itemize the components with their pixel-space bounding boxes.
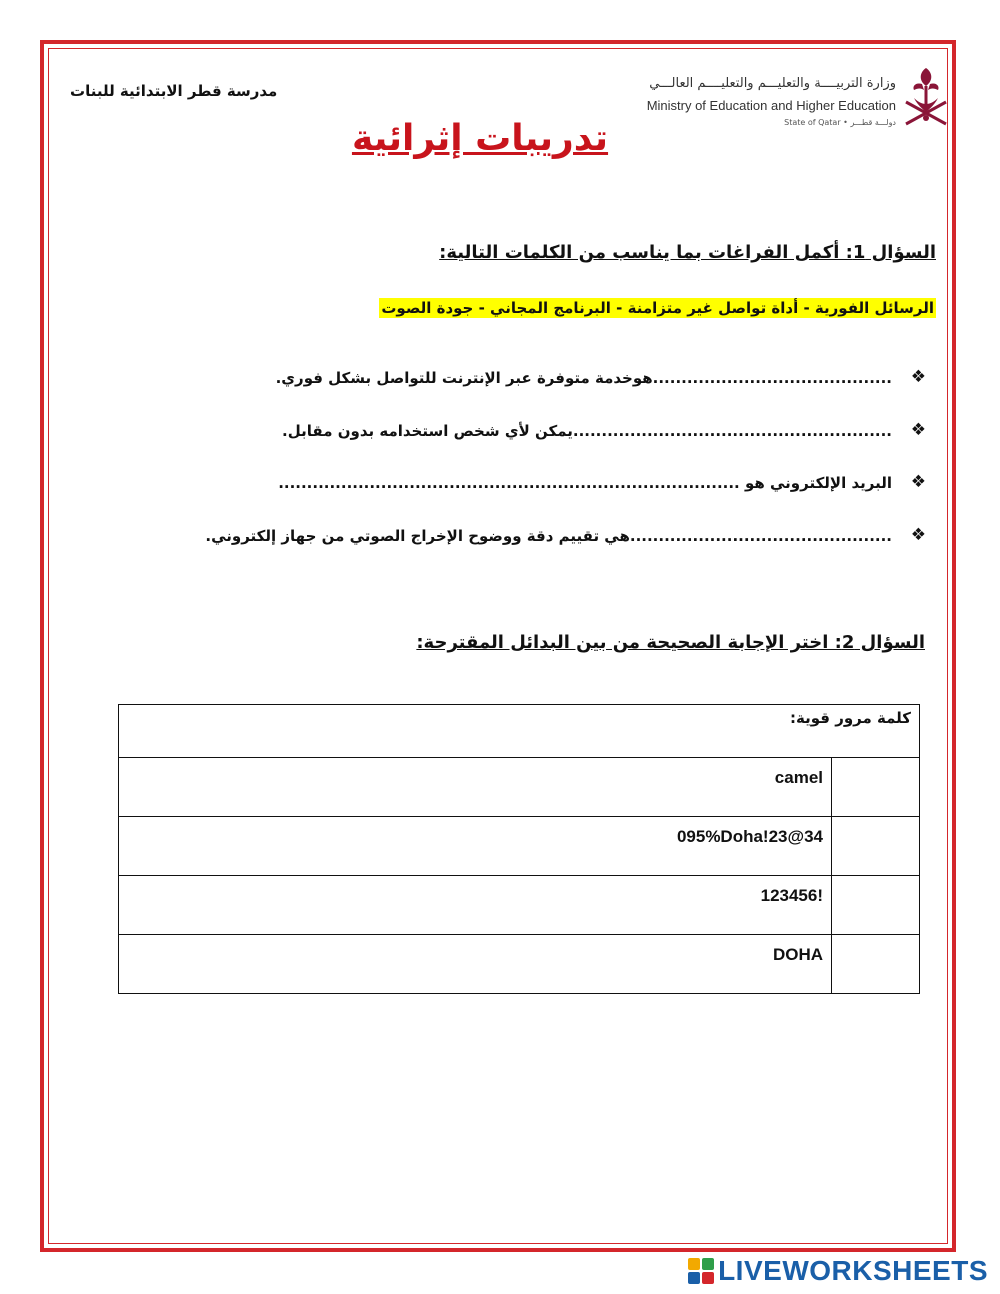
- bullet-icon: ❖: [910, 367, 926, 387]
- question-2-heading: السؤال 2: اختر الإجابة الصحيحة من بين البدائل المقترحة:: [416, 632, 925, 653]
- question-row: [119, 705, 920, 758]
- word-bank: الرسائل الفورية - أداة تواصل غير متزامنة - البرنامج المجاني - جودة الصوت: [381, 299, 934, 317]
- bullet-icon: ❖: [910, 420, 926, 440]
- fill-blank-item-2[interactable]: ........................................................يمكن لأي شخص استخدامه بدون مقابل.: [282, 422, 892, 440]
- page-title-text: تدريبات إثرائية: [351, 118, 609, 159]
- option-text: DOHA: [119, 935, 832, 994]
- ministry-name-arabic: وزارة التربيــــة والتعليـــم والتعليــــم العالـــي: [649, 76, 896, 91]
- state-of-qatar: State of Qatar • دولـــة قطـــر: [784, 118, 896, 127]
- option-text: 095%Doha!23@34: [119, 817, 832, 876]
- ministry-name-english: Ministry of Education and Higher Education: [646, 98, 896, 113]
- bullet-icon: ❖: [910, 525, 926, 545]
- option-select-cell[interactable]: [832, 876, 920, 935]
- option-row: [119, 935, 920, 994]
- bullet-icon: ❖: [910, 472, 926, 492]
- option-row: [119, 876, 920, 935]
- school-name: مدرسة قطر الابتدائية للبنات: [70, 82, 278, 100]
- option-text: 123456!: [119, 876, 832, 935]
- option-select-cell[interactable]: [832, 758, 920, 817]
- fill-blank-item-3[interactable]: البريد الإلكتروني هو .................................................................................: [278, 474, 892, 492]
- fill-blank-item-1[interactable]: ..........................................هوخدمة متوفرة عبر الإنترنت للتواصل بشكل فوري.: [275, 369, 892, 387]
- option-select-cell[interactable]: [832, 935, 920, 994]
- liveworksheets-brand: [688, 1256, 988, 1286]
- option-row: [119, 758, 920, 817]
- liveworksheets-logo-icon: [688, 1258, 714, 1284]
- question-1-heading: السؤال 1: أكمل الفراغات بما يناسب من الكلمات التالية:: [439, 242, 936, 263]
- option-text: camel: [119, 758, 832, 817]
- page-title: [0, 118, 960, 159]
- option-row: [119, 817, 920, 876]
- fill-blank-item-4[interactable]: ..............................................هي تقييم دقة ووضوح الإخراج الصوتي من جهاز إلكتروني.: [205, 527, 892, 545]
- question-prompt: كلمة مرور قوية:: [119, 705, 920, 758]
- liveworksheets-wordmark: LIVEWORKSHEETS: [718, 1255, 988, 1286]
- multiple-choice-table: [118, 704, 920, 994]
- option-select-cell[interactable]: [832, 817, 920, 876]
